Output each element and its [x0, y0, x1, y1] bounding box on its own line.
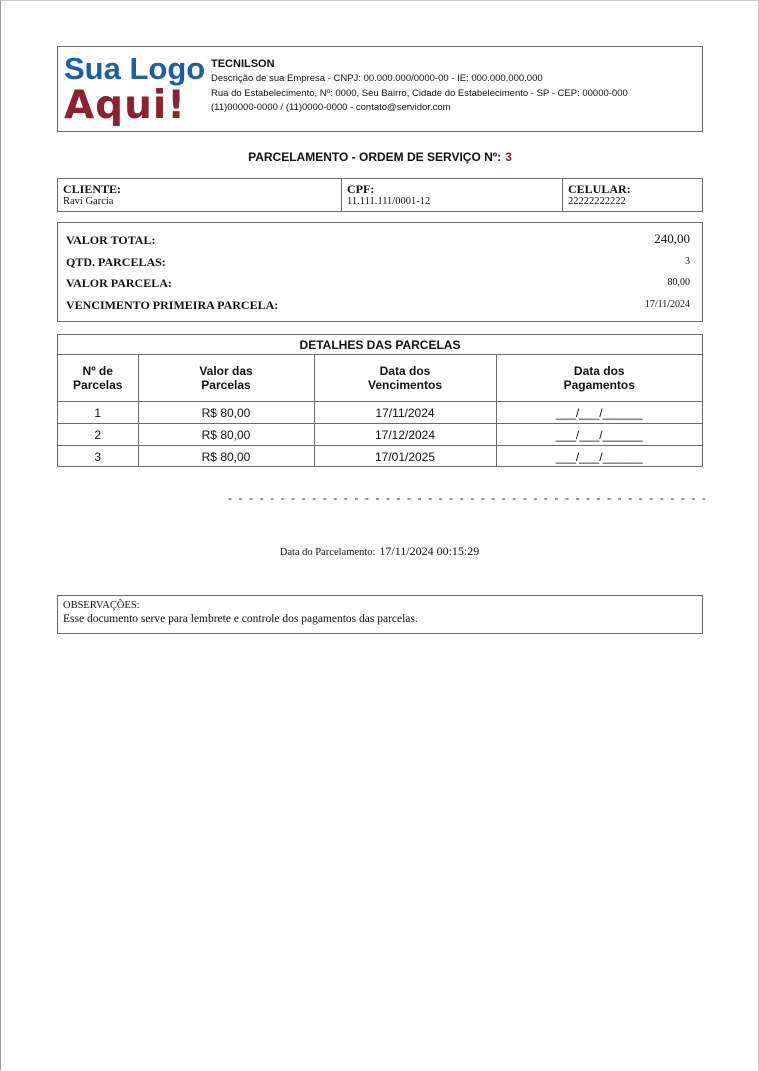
- company-name: TECNILSON: [211, 58, 275, 70]
- company-header: [57, 46, 703, 132]
- header-valor-line1: Valor das: [199, 364, 253, 378]
- cpf-value: 11.111.111/0001-12: [347, 196, 431, 207]
- cell-numero: 2: [58, 424, 138, 446]
- cell-vencimento: 17/11/2024: [314, 402, 496, 424]
- cell-numero: 1: [58, 402, 138, 424]
- header-valor: [138, 355, 314, 402]
- order-number: 3: [505, 150, 512, 164]
- cell-pagamento: ___/___/______: [496, 424, 702, 446]
- parcelamento-date-value: 17/11/2024 00:15:29: [379, 544, 480, 558]
- logo-text-top: Sua Logo: [64, 51, 206, 86]
- header-numero: [58, 355, 138, 402]
- installments-table-box: [57, 334, 703, 467]
- qtd-parcelas-value: 3: [685, 256, 690, 267]
- company-address: Rua do Estabelecimento, Nº: 0000, Seu Bairro, Cidade do Estabelecimento - SP - CEP: 00000-000: [211, 88, 628, 99]
- installments-header-row: [58, 355, 702, 402]
- payment-summary: [57, 222, 703, 322]
- cell-numero: 3: [58, 446, 138, 468]
- header-vencimento-line1: Data dos: [379, 364, 431, 378]
- celular-value: 22222222222: [568, 196, 626, 207]
- cpf-cell: [342, 179, 563, 211]
- cell-vencimento: 17/01/2025: [314, 446, 496, 468]
- celular-cell: [563, 179, 702, 211]
- header-numero-line2: Parcelas: [73, 378, 123, 392]
- header-pagamento-line1: Data dos: [573, 364, 625, 378]
- valor-parcela-label: VALOR PARCELA:: [66, 276, 172, 290]
- observations-label: OBSERVAÇÕES:: [63, 600, 140, 611]
- header-numero-line1: Nº de: [82, 364, 113, 378]
- observations-box: [57, 595, 703, 634]
- document-title-label: PARCELAMENTO - ORDEM DE SERVIÇO Nº:: [248, 150, 502, 164]
- client-label: CLIENTE:: [63, 182, 122, 196]
- header-vencimento: [314, 355, 496, 402]
- company-description: Descrição de sua Empresa - CNPJ: 00.000.000/0000-00 - IE: 000.000.000.000: [211, 73, 543, 84]
- vencimento-value: 17/11/2024: [644, 299, 690, 310]
- cell-valor: R$ 80,00: [138, 402, 314, 424]
- installments-title: DETALHES DAS PARCELAS: [58, 335, 702, 355]
- vencimento-label: VENCIMENTO PRIMEIRA PARCELA:: [66, 298, 279, 312]
- valor-total-value: 240,00: [654, 231, 690, 246]
- client-name: Ravi Garcia: [63, 196, 114, 207]
- client-name-cell: [58, 179, 342, 211]
- qtd-parcelas-label: QTD. PARCELAS:: [66, 255, 166, 269]
- valor-total-label: VALOR TOTAL:: [66, 233, 156, 247]
- cpf-label: CPF:: [347, 182, 375, 196]
- header-valor-line2: Parcelas: [201, 378, 251, 392]
- valor-parcela-value: 80,00: [667, 277, 690, 288]
- logo-text-bottom: Aqui!: [64, 83, 187, 128]
- client-info: [57, 178, 703, 212]
- installments-table: [58, 355, 702, 467]
- header-pagamento-line2: Pagamentos: [563, 378, 635, 392]
- parcelamento-date-label: Data do Parcelamento:: [279, 547, 376, 558]
- cell-valor: R$ 80,00: [138, 424, 314, 446]
- header-vencimento-line2: Vencimentos: [367, 378, 443, 392]
- table-row: [58, 424, 702, 446]
- document-title: [57, 150, 703, 164]
- observations-text: Esse documento serve para lembrete e controle dos pagamentos das parcelas.: [63, 613, 418, 625]
- cell-vencimento: 17/12/2024: [314, 424, 496, 446]
- cell-valor: R$ 80,00: [138, 446, 314, 468]
- table-row: [58, 446, 702, 468]
- celular-label: CELULAR:: [568, 182, 631, 196]
- table-row: [58, 402, 702, 424]
- parcelamento-date: [0, 542, 759, 560]
- cell-pagamento: ___/___/______: [555, 449, 643, 464]
- company-contact: (11)00000-0000 / (11)0000-0000 - contato@servidor.com: [211, 102, 451, 113]
- dashed-separator: - - - - - - - - - - - - - - - - - - - - - - - - - - - - - - - - - - - - - - - - - - - - - -: [228, 491, 708, 505]
- cell-pagamento: ___/___/______: [496, 402, 702, 424]
- header-pagamento: [496, 355, 702, 402]
